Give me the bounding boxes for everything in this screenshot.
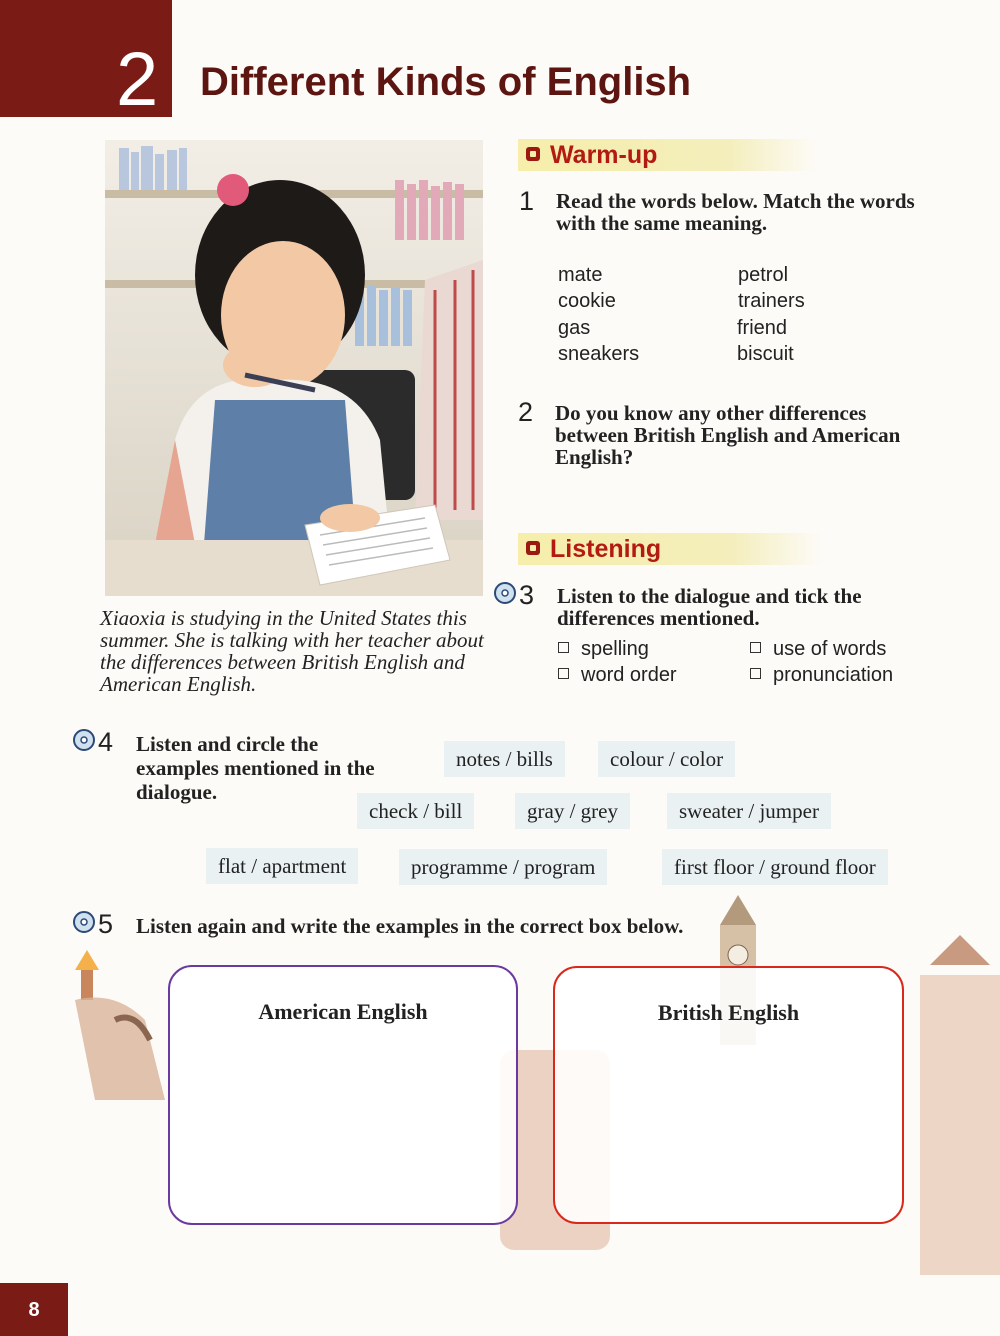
word-left-4: sneakers: [558, 343, 640, 365]
task-3-number: 3: [519, 580, 535, 610]
audio-cd-icon: [73, 729, 95, 751]
option-label: spelling: [581, 638, 649, 660]
task-3-text: Listen to the dialogue and tick the differences mentioned.: [557, 584, 862, 630]
example-chip[interactable]: programme / program: [399, 849, 607, 885]
task-2-number: 2: [518, 397, 534, 427]
page-number: 8: [28, 1299, 40, 1321]
statue-of-liberty-illustration: [55, 950, 175, 1110]
option-label: use of words: [773, 638, 887, 660]
task-1-text: Read the words below. Match the words with the same meaning.: [556, 189, 915, 235]
word-right-4: biscuit: [737, 343, 794, 365]
word-right-2: trainers: [738, 290, 805, 312]
warmup-section-bar: [518, 139, 818, 171]
option-word-order[interactable]: [558, 665, 677, 685]
example-chip[interactable]: sweater / jumper: [667, 793, 831, 829]
unit-title: Different Kinds of English: [200, 60, 692, 104]
task-2-text: Do you know any other differences between British English and American English?: [555, 401, 901, 469]
word-left-2: cookie: [558, 290, 616, 312]
task-5-text: Listen again and write the examples in the correct box below.: [136, 914, 684, 938]
checkbox[interactable]: [558, 642, 569, 653]
section-bullet-icon: [526, 147, 540, 161]
example-chip[interactable]: gray / grey: [515, 793, 630, 829]
page-number-box: [0, 1283, 68, 1336]
word-left-1: mate: [558, 264, 603, 286]
warmup-label: Warm-up: [550, 141, 658, 169]
task-5-number: 5: [98, 909, 114, 939]
task-4-text: Listen and circle the examples mentioned in the dialogue.: [136, 732, 375, 804]
american-english-box[interactable]: [168, 965, 518, 1225]
word-left-3: gas: [558, 317, 591, 339]
british-english-box[interactable]: [553, 966, 904, 1224]
example-chip[interactable]: flat / apartment: [206, 848, 358, 884]
word-right-3: friend: [737, 317, 788, 339]
option-label: pronunciation: [773, 664, 894, 686]
task-1-number: 1: [519, 186, 535, 216]
listening-section-bar: [518, 533, 823, 565]
option-use-of-words[interactable]: [750, 639, 886, 659]
american-english-title: American English: [258, 999, 428, 1024]
unit-number: 2: [116, 37, 159, 122]
word-right-1: petrol: [738, 264, 789, 286]
option-pronunciation[interactable]: [750, 665, 893, 685]
audio-cd-icon: [73, 911, 95, 933]
checkbox[interactable]: [750, 642, 761, 653]
section-bullet-icon: [526, 541, 540, 555]
example-chip[interactable]: check / bill: [357, 793, 474, 829]
british-english-title: British English: [657, 1000, 800, 1025]
photo-caption: Xiaoxia is studying in the United States this summer. She is talking with her teacher about the differences between British English and American English.: [100, 606, 484, 696]
example-chip[interactable]: notes / bills: [444, 741, 565, 777]
audio-cd-icon: [494, 582, 516, 604]
task-4-number: 4: [98, 727, 114, 757]
checkbox[interactable]: [558, 668, 569, 679]
option-spelling[interactable]: [558, 639, 649, 659]
option-label: word order: [581, 664, 677, 686]
listening-label: Listening: [550, 535, 662, 563]
checkbox[interactable]: [750, 668, 761, 679]
student-reading-photo: [105, 140, 483, 596]
example-chip[interactable]: colour / color: [598, 741, 735, 777]
example-chip[interactable]: first floor / ground floor: [662, 849, 888, 885]
